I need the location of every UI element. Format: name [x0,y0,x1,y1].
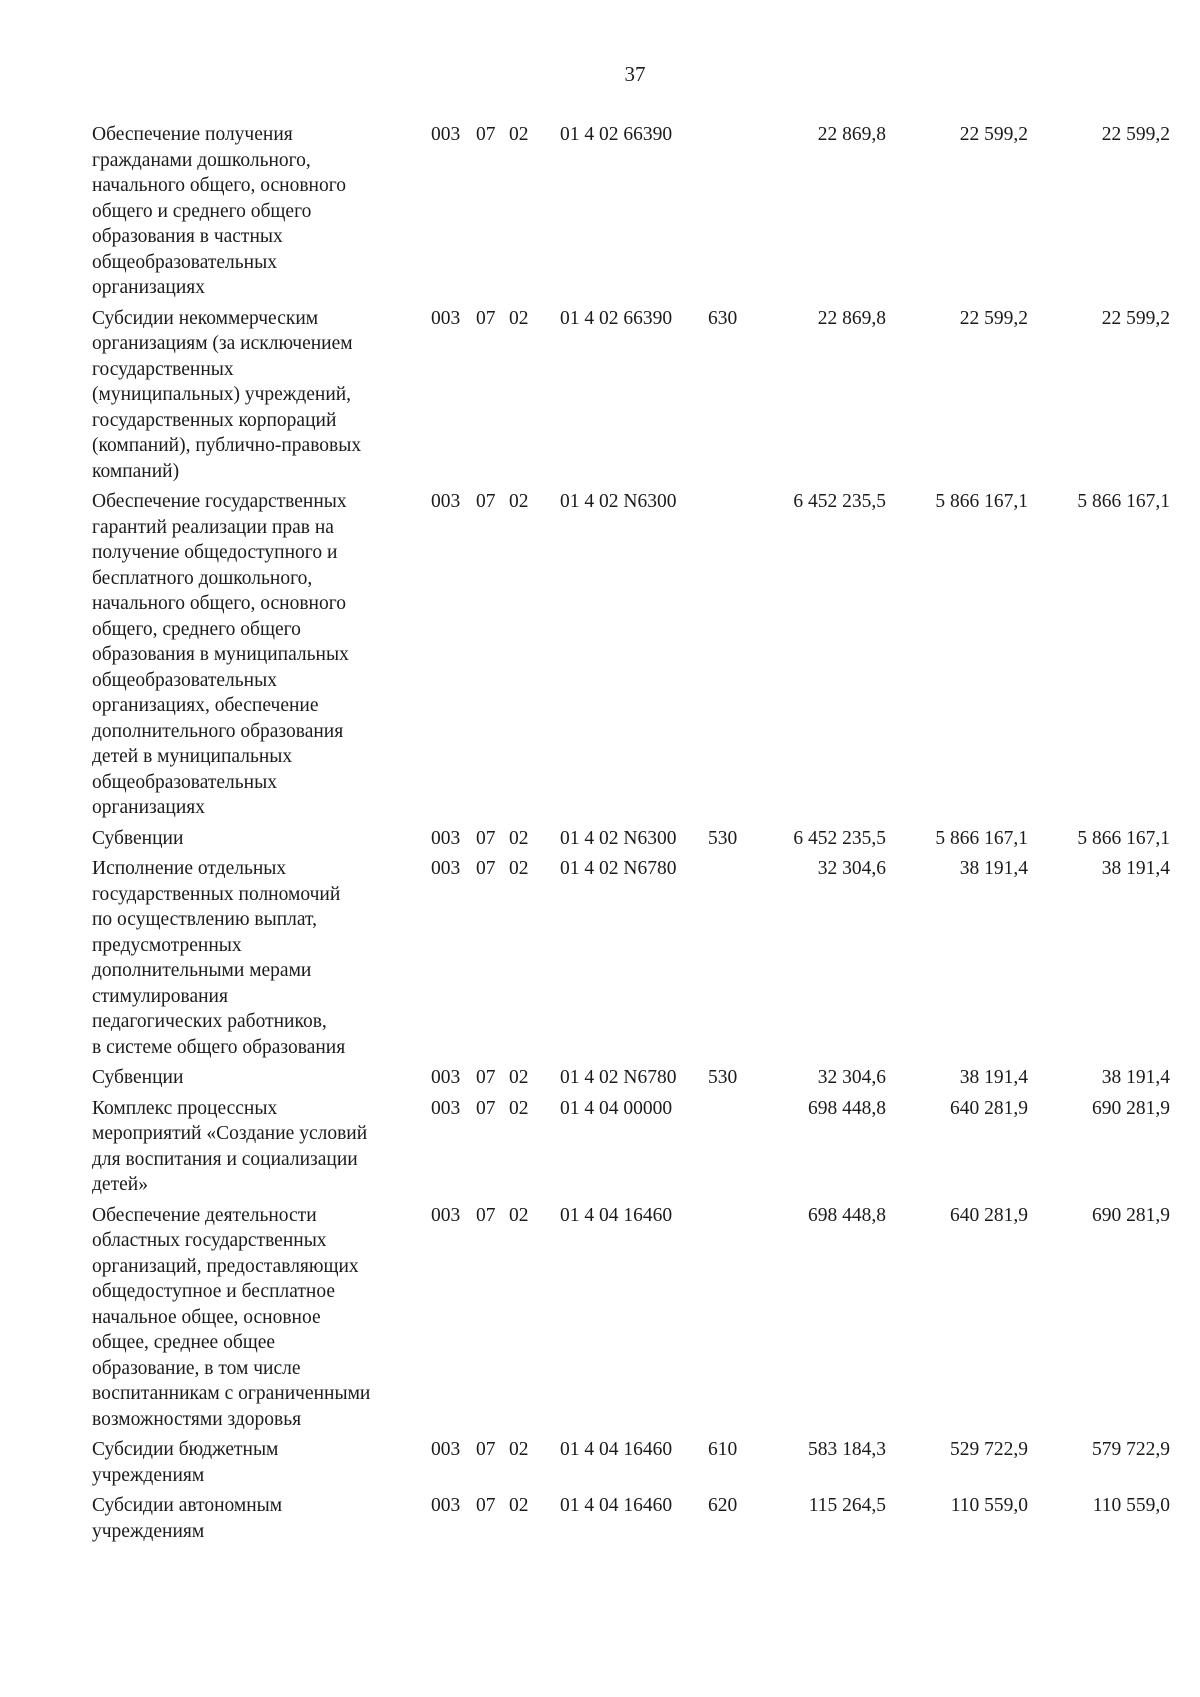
subsection-code: 02 [509,491,529,512]
row-name: Субсидии автономным учреждениям [92,1495,283,1542]
target-article-code: 01 4 04 00000 [560,1097,673,1119]
target-article-code: 01 4 04 16460 [560,1439,673,1460]
amount-year-3: 110 559,0 [1092,1495,1170,1516]
subsection-code: 02 [509,827,529,849]
target-article-code: 01 4 02 66390 [560,124,673,145]
section-code: 07 [476,1439,496,1460]
amount-year-1: 32 304,6 [817,858,886,879]
amount-year-2: 22 599,2 [959,124,1028,145]
subsection-code: 02 [509,124,529,145]
amount-year-1: 6 452 235,5 [793,827,886,849]
amount-year-1: 22 869,8 [817,124,886,145]
table-row [0,306,1200,485]
amount-year-2: 38 191,4 [959,858,1028,879]
page-number: 37 [624,62,646,86]
row-name: Субсидии некоммерческим организациям (за исключением государственных (муниципальных) учреждений, государственных корпораций (компаний), публично-правовых компаний) [92,307,362,482]
subsection-code: 02 [509,1204,529,1226]
table-row [0,122,1200,301]
subsection-code: 02 [509,1439,529,1460]
section-code: 07 [476,124,496,145]
amount-year-3: 22 599,2 [1101,307,1170,329]
subsection-code: 02 [509,307,529,329]
section-code: 07 [476,1067,496,1088]
target-article-code: 01 4 02 N6780 [560,858,677,879]
amount-year-1: 6 452 235,5 [793,491,886,512]
amount-year-1: 22 869,8 [817,307,886,329]
expense-type-code: 620 [708,1495,738,1516]
amount-year-3: 690 281,9 [1092,1204,1170,1226]
table-row [0,826,1200,852]
section-code: 07 [476,491,496,512]
subsection-code: 02 [509,858,529,879]
section-code: 07 [476,307,496,329]
amount-year-3: 5 866 167,1 [1077,827,1170,849]
ministry-code: 003 [431,1495,461,1516]
amount-year-1: 32 304,6 [817,1067,886,1088]
ministry-code: 003 [431,1204,461,1226]
expense-type-code: 530 [708,827,738,849]
ministry-code: 003 [431,491,461,512]
budget-table [0,122,1200,1549]
target-article-code: 01 4 02 N6780 [560,1067,677,1088]
amount-year-3: 22 599,2 [1101,124,1170,145]
amount-year-1: 115 264,5 [808,1495,886,1516]
target-article-code: 01 4 04 16460 [560,1204,673,1226]
section-code: 07 [476,858,496,879]
ministry-code: 003 [431,1067,461,1088]
row-name: Обеспечение получения гражданами дошкольного, начального общего, основного общего и среднего общего образования в частных общеобразовательных организациях [92,124,346,298]
section-code: 07 [476,1204,496,1226]
section-code: 07 [476,1495,496,1516]
row-name: Комплекс процессных мероприятий «Создание условий для воспитания и социализации детей» [92,1097,368,1195]
expense-type-code: 530 [708,1067,738,1088]
subsection-code: 02 [509,1067,529,1088]
amount-year-2: 22 599,2 [959,307,1028,329]
amount-year-2: 640 281,9 [950,1097,1028,1119]
row-name: Субвенции [92,827,184,849]
amount-year-3: 690 281,9 [1092,1097,1170,1119]
row-name: Субвенции [92,1067,184,1088]
amount-year-2: 38 191,4 [959,1067,1028,1088]
amount-year-2: 110 559,0 [950,1495,1028,1516]
ministry-code: 003 [431,1439,461,1460]
amount-year-2: 5 866 167,1 [935,491,1028,512]
table-row [0,856,1200,1060]
table-row [0,1493,1200,1544]
amount-year-1: 583 184,3 [808,1439,886,1460]
amount-year-1: 698 448,8 [808,1204,886,1226]
table-row [0,1203,1200,1433]
amount-year-3: 5 866 167,1 [1077,491,1170,512]
target-article-code: 01 4 04 16460 [560,1495,673,1516]
target-article-code: 01 4 02 66390 [560,307,673,329]
table-row [0,489,1200,821]
ministry-code: 003 [431,1097,461,1119]
row-name: Исполнение отдельных государственных полномочий по осуществлению выплат, предусмотренных дополнительными мерами стимулирования педагогических работников, в системе общего образования [92,858,346,1058]
ministry-code: 003 [431,827,461,849]
row-name: Обеспечение государственных гарантий реализации прав на получение общедоступного и бесплатного дошкольного, начального общего, основного общего, среднего общего образования в муниципальных общеобразовательных организациях, обеспечение дополнительного образования детей в муниципальных общеобразовательных организациях [92,491,349,818]
expense-type-code: 610 [708,1439,738,1460]
table-row [0,1437,1200,1488]
ministry-code: 003 [431,307,461,329]
target-article-code: 01 4 02 N6300 [560,491,677,512]
subsection-code: 02 [509,1097,529,1119]
amount-year-2: 5 866 167,1 [935,827,1028,849]
section-code: 07 [476,827,496,849]
ministry-code: 003 [431,124,461,145]
table-row [0,1096,1200,1198]
expense-type-code: 630 [708,307,738,329]
amount-year-2: 529 722,9 [950,1439,1028,1460]
target-article-code: 01 4 02 N6300 [560,827,677,849]
amount-year-3: 38 191,4 [1101,1067,1170,1088]
section-code: 07 [476,1097,496,1119]
row-name: Обеспечение деятельности областных государственных организаций, предоставляющих общедоступное и бесплатное начальное общее, основное общее, среднее общее образование, в том числе воспитанникам с ограниченными возможностями здоровья [92,1204,371,1430]
amount-year-3: 38 191,4 [1101,858,1170,879]
amount-year-1: 698 448,8 [808,1097,886,1119]
subsection-code: 02 [509,1495,529,1516]
table-row [0,1065,1200,1091]
ministry-code: 003 [431,858,461,879]
amount-year-3: 579 722,9 [1092,1439,1170,1460]
row-name: Субсидии бюджетным учреждениям [92,1439,279,1486]
amount-year-2: 640 281,9 [950,1204,1028,1226]
